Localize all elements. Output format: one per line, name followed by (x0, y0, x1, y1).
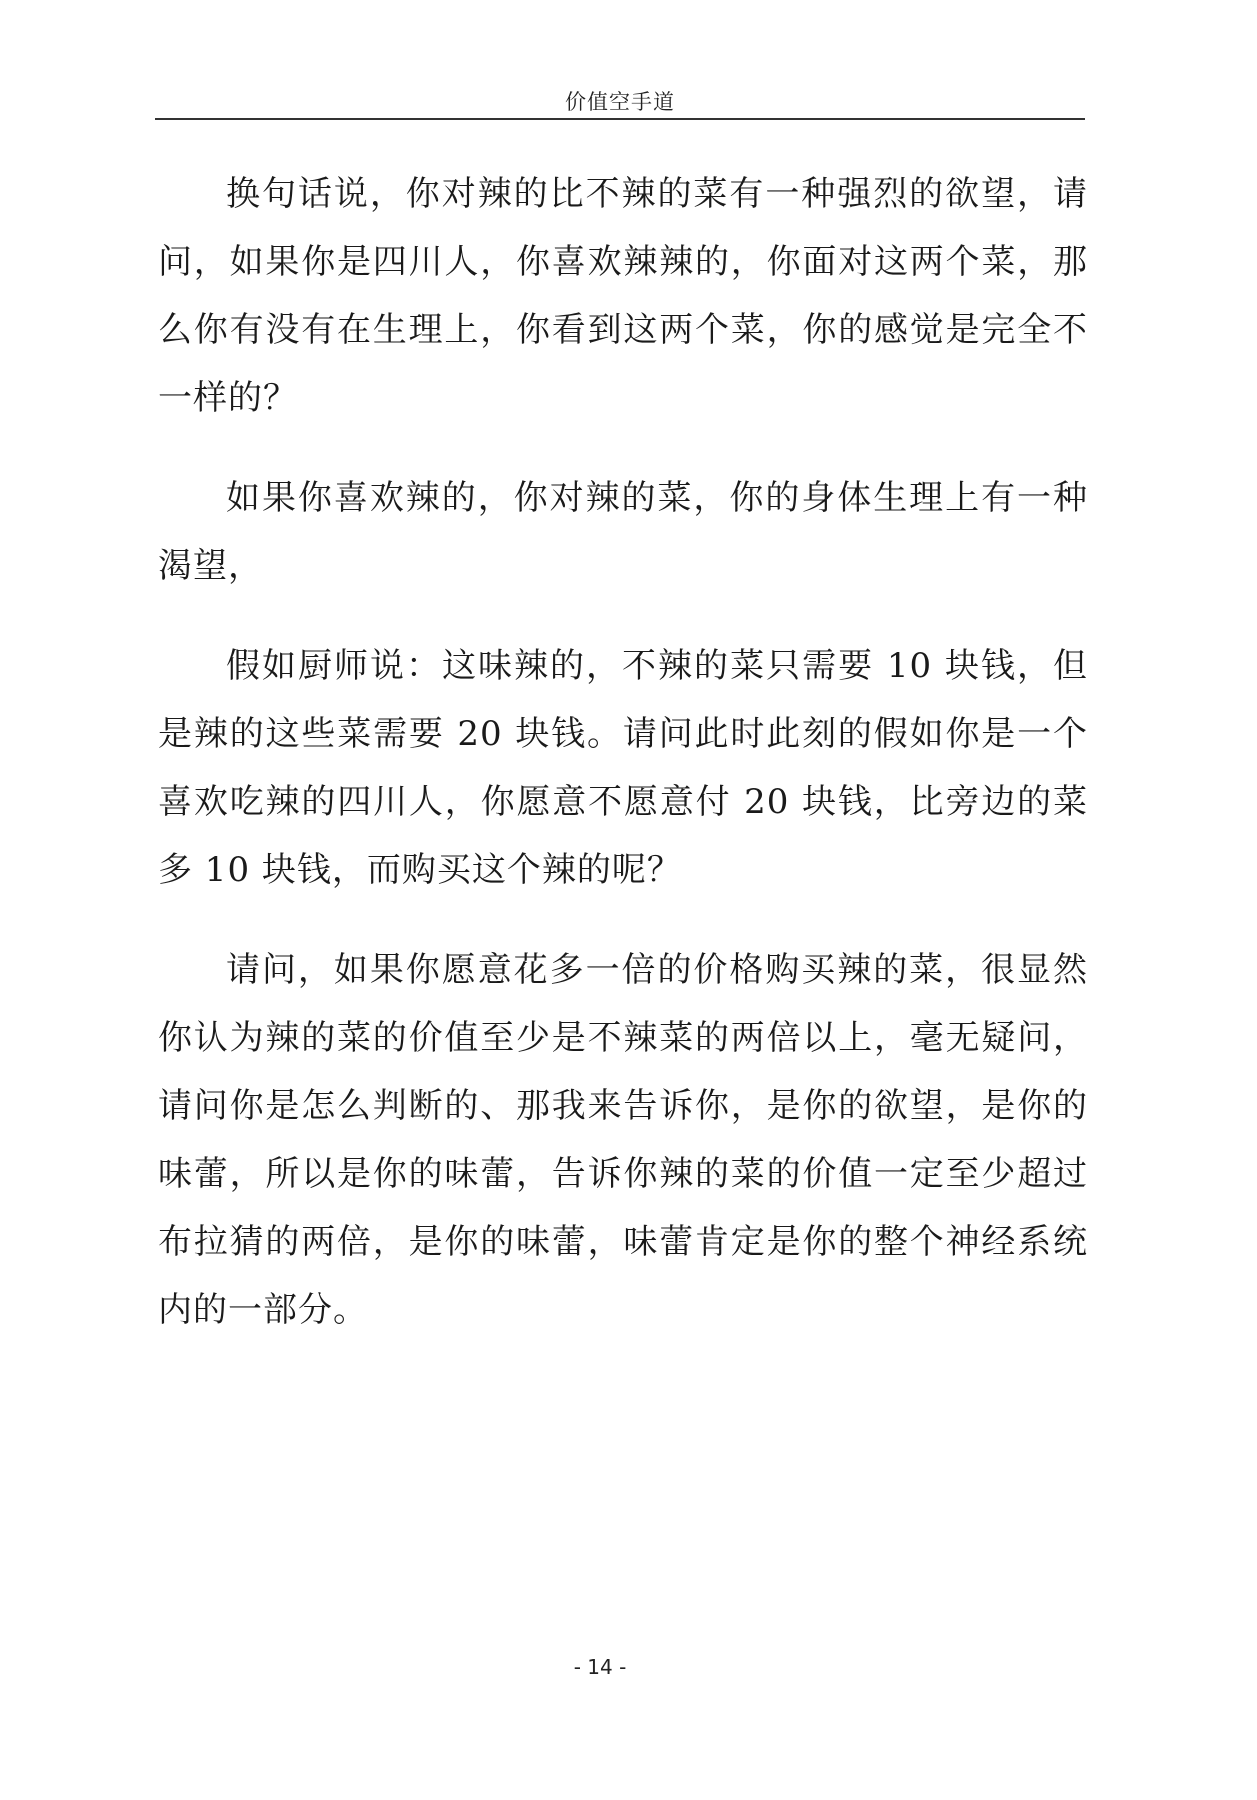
paragraph: 假如厨师说：这味辣的，不辣的菜只需要 10 块钱，但是辣的这些菜需要 20 块钱。请问此时此刻的假如你是一个喜欢吃辣的四川人，你愿意不愿意付 20 块钱，比旁边的菜多 10 块钱，而购买这个辣的呢？ (158, 646, 1088, 890)
running-header: 价值空手道 (565, 90, 675, 114)
paragraph: 如果你喜欢辣的，你对辣的菜，你的身体生理上有一种渴望， (158, 478, 1088, 586)
page-number: - 14 - (573, 1655, 627, 1679)
paragraph: 换句话说，你对辣的比不辣的菜有一种强烈的欲望，请问，如果你是四川人，你喜欢辣辣的，你面对这两个菜，那么你有没有在生理上，你看到这两个菜，你的感觉是完全不一样的？ (158, 174, 1088, 418)
paragraph: 请问，如果你愿意花多一倍的价格购买辣的菜，很显然你认为辣的菜的价值至少是不辣菜的两倍以上，毫无疑问，请问你是怎么判断的、那我来告诉你，是你的欲望，是你的味蕾，所以是你的味蕾，告诉你辣的菜的价值一定至少超过布拉猜的两倍，是你的味蕾，味蕾肯定是你的整个神经系统内的一部分。 (158, 950, 1088, 1330)
header-rule (155, 118, 1085, 120)
body-text (158, 160, 1088, 1344)
